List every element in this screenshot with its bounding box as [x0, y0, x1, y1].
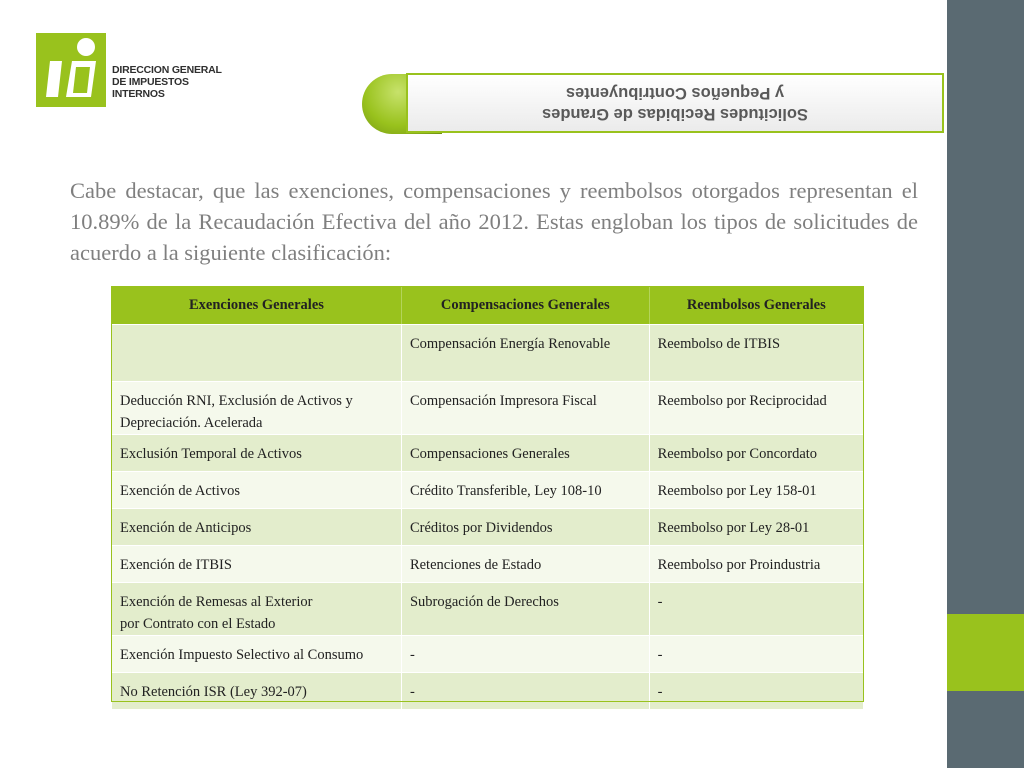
table-cell: Reembolso por Ley 28-01 [649, 509, 863, 546]
title-line: Solicitudes Recibidas de Grandes [542, 105, 808, 123]
table-cell: Compensación Energía Renovable [401, 325, 649, 382]
table-cell: Subrogación de Derechos [401, 583, 649, 636]
table-cell: Créditos por Dividendos [401, 509, 649, 546]
table-row [112, 325, 864, 382]
table-cell: Reembolso por Reciprocidad [649, 382, 863, 435]
table-cell: Exención de Remesas al Exterior por Contrato con el Estado [112, 583, 402, 636]
sidebar-accent-block [947, 614, 1024, 691]
table-cell: Reembolso de ITBIS [649, 325, 863, 382]
table-cell: - [649, 673, 863, 710]
table-row [112, 382, 864, 435]
table-cell: Retenciones de Estado [401, 546, 649, 583]
column-header: Exenciones Generales [112, 287, 402, 325]
logo-line: DE IMPUESTOS [112, 76, 189, 88]
table-row [112, 583, 864, 636]
intro-paragraph: Cabe destacar, que las exenciones, compensaciones y reembolsos otorgados representan el 10.89% de la Recaudación Efectiva del año 2012. Estas engloban los tipos de solicitudes de acuerdo a la siguiente clasificación: [70, 178, 918, 265]
logo-mark-icon [36, 33, 106, 107]
table-cell: - [401, 673, 649, 710]
table-cell: No Retención ISR (Ley 392-07) [112, 673, 402, 710]
table-cell: Exención Impuesto Selectivo al Consumo [112, 636, 402, 673]
table-row [112, 435, 864, 472]
table-cell: Reembolso por Ley 158-01 [649, 472, 863, 509]
title-line: y Pequeños Contribuyentes [565, 84, 785, 102]
table-cell: Crédito Transferible, Ley 108-10 [401, 472, 649, 509]
title-banner [406, 73, 944, 133]
table-row [112, 509, 864, 546]
classification-table [111, 286, 864, 710]
table-cell: - [401, 636, 649, 673]
table-cell: - [649, 636, 863, 673]
table-cell: Exclusión Temporal de Activos [112, 435, 402, 472]
table-cell: Reembolso por Concordato [649, 435, 863, 472]
page-title [408, 75, 942, 131]
logo-line: INTERNOS [112, 88, 165, 100]
table-cell: Deducción RNI, Exclusión de Activos y Depreciación. Acelerada [112, 382, 402, 435]
table-cell: Exención de Activos [112, 472, 402, 509]
table-cell: Compensación Impresora Fiscal [401, 382, 649, 435]
table-row [112, 472, 864, 509]
table-cell: Reembolso por Proindustria [649, 546, 863, 583]
table-cell: Compensaciones Generales [401, 435, 649, 472]
table-row [112, 673, 864, 710]
logo-line: DIRECCION GENERAL [112, 64, 222, 76]
table-row [112, 636, 864, 673]
logo-text [112, 64, 222, 100]
column-header: Compensaciones Generales [401, 287, 649, 325]
table-row [112, 546, 864, 583]
table-cell: - [649, 583, 863, 636]
dgii-logo [36, 33, 222, 109]
table-cell: Exención de Anticipos [112, 509, 402, 546]
table-header-row [112, 287, 864, 325]
column-header: Reembolsos Generales [649, 287, 863, 325]
table-cell [112, 325, 402, 382]
table-cell: Exención de ITBIS [112, 546, 402, 583]
